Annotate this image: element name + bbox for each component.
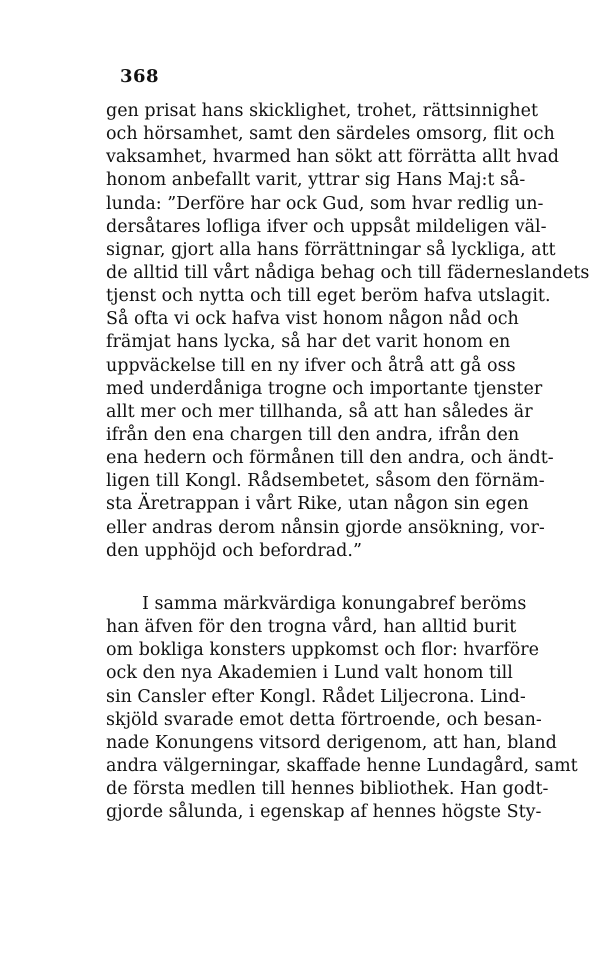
text-line: ock den nya Akademien i Lund valt honom till xyxy=(106,663,513,684)
text-line: främjat hans lycka, så har det varit honom en xyxy=(106,332,511,353)
text-line: andra välgerningar, skaffade henne Lundagård, samt xyxy=(106,755,578,776)
text-line: I samma märkvärdiga konungabref beröms xyxy=(142,594,527,614)
text-line: och hörsamhet, samt den särdeles omsorg, flit och xyxy=(106,124,555,145)
text-line: om bokliga konsters uppkomst och flor: hvarföre xyxy=(106,640,539,661)
text-line: uppväckelse till en ny ifver och åtrå att gå oss xyxy=(106,355,516,376)
text-line: vaksamhet, hvarmed han sökt att förrätta allt hvad xyxy=(106,147,559,168)
page-number: 368 xyxy=(120,66,160,87)
text-line: Så ofta vi ock hafva vist honom någon nåd och xyxy=(106,309,519,330)
text-line: den upphöjd och befordrad.” xyxy=(106,540,362,561)
text-line: dersåtares lofliga ifver och uppsåt mildeligen väl- xyxy=(106,216,547,237)
text-line: sin Cansler efter Kongl. Rådet Liljecrona. Lind- xyxy=(106,686,526,707)
text-line: de första medlen till hennes bibliothek. Han godt- xyxy=(106,779,549,800)
text-line: allt mer och mer tillhanda, så att han således är xyxy=(106,401,533,422)
text-line: gjorde sålunda, i egenskap af hennes högste Sty- xyxy=(106,802,542,823)
text-line: han äfven för den trogna vård, han alltid burit xyxy=(106,617,517,638)
paragraph-1 xyxy=(106,100,590,563)
text-line: ligen till Kongl. Rådsembetet, såsom den förnäm- xyxy=(106,471,545,492)
text-line: de alltid till vårt nådiga behag och till fäderneslandets xyxy=(106,262,590,283)
text-line: ena hedern och förmånen till den andra, och ändt- xyxy=(106,448,554,469)
paragraph-2 xyxy=(106,593,578,824)
text-line: honom anbefallt varit, yttrar sig Hans Maj:t så- xyxy=(106,170,526,191)
text-line: tjenst och nytta och till eget beröm hafva utslagit. xyxy=(106,286,551,307)
text-line: gen prisat hans skicklighet, trohet, rättsinnighet xyxy=(106,101,539,121)
text-line: signar, gjort alla hans förrättningar så lyckliga, att xyxy=(106,239,556,260)
text-line: lunda: ”Derföre har ock Gud, som hvar redlig un- xyxy=(106,193,544,214)
text-line: skjöld svarade emot detta förtroende, och besan- xyxy=(106,709,542,730)
text-line: med underdåniga trogne och importante tjenster xyxy=(106,378,543,399)
text-line: sta Äretrappan i vårt Rike, utan någon sin egen xyxy=(106,494,529,515)
text-line: nade Konungens vitsord derigenom, att han, bland xyxy=(106,732,557,753)
text-line: ifrån den ena chargen till den andra, ifrån den xyxy=(106,424,520,445)
text-line: eller andras derom nånsin gjorde ansökning, vor- xyxy=(106,517,545,538)
